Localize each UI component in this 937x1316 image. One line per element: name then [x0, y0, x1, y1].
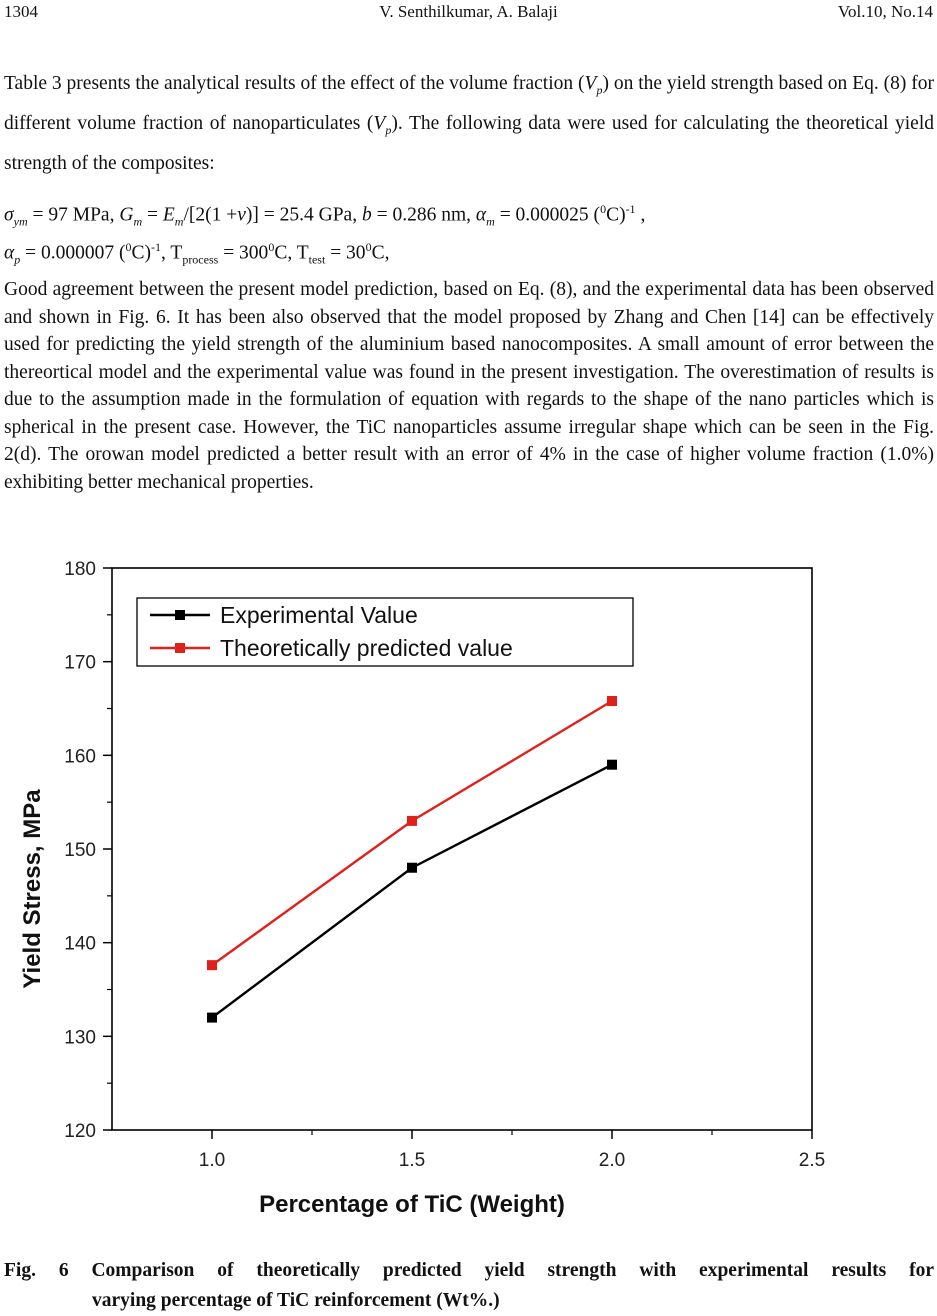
text-run: ). The following data were used for calculating the theoretical yield strength of the composites:	[4, 112, 934, 174]
x-axis-label: Percentage of TiC (Weight)	[259, 1191, 565, 1218]
equation-line-1: $\sigma_{ym} = 97$ MPa, $G_m = E_m/[2(1 +\nu)] = 25.4$ GPa, b = 0.286 nm, $\alpha_m = 0.000025$ $(^0C)^{-1}$ ,	[4, 202, 646, 229]
yield-stress-chart	[0, 545, 937, 1235]
x-tick-label: 1.0	[198, 1150, 226, 1171]
y-tick-label: 130	[64, 1027, 96, 1049]
vp-symbol: $V_p$	[373, 112, 392, 137]
y-tick-label: 140	[64, 933, 96, 955]
legend-label: Experimental Value	[220, 602, 418, 628]
y-tick-label: 150	[64, 840, 96, 861]
data-point	[207, 960, 217, 970]
paragraph-table3	[4, 67, 934, 181]
x-tick-label: 2.5	[798, 1150, 826, 1171]
page-header	[0, 0, 937, 30]
data-point	[407, 816, 417, 826]
caption-line-1: Fig. 6 Comparison of theoretically predicted yield strength with experimental results for	[4, 1260, 934, 1281]
legend	[137, 598, 633, 666]
data-point	[607, 696, 617, 706]
caption-line-2: varying percentage of TiC reinforcement (Wt%.)	[92, 1290, 500, 1311]
data-point	[407, 863, 417, 873]
y-tick-label: 180	[64, 559, 96, 580]
volume-info: Vol.10, No.14	[837, 2, 933, 21]
y-axis-label: Yield Stress, MPa	[19, 789, 46, 989]
x-tick-label: 2.0	[598, 1150, 626, 1171]
figure-caption	[4, 1256, 934, 1316]
series-line-1	[212, 765, 612, 1018]
x-tick-label: 1.5	[398, 1150, 426, 1171]
text-run: ) on the yield strength based on Eq. (8) for different volume fraction of nanoparticulates (	[4, 73, 934, 134]
y-tick-label: 120	[64, 1121, 96, 1142]
legend-label: Theoretically predicted value	[220, 635, 513, 661]
text-run: Table 3 presents the analytical results of the effect of the volume fraction (	[4, 73, 585, 94]
running-authors: V. Senthilkumar, A. Balaji	[379, 2, 558, 21]
vp-symbol: $V_p$	[584, 73, 603, 97]
paragraph-results: Good agreement between the present model prediction, based on Eq. (8), and the experimental data has been observed and shown in Fig. 6. It has been also observed that the model proposed by Zhang and Chen [14] can be effectively used for predicting the yield strength of the aluminium based nanocomposites. A small amount of error between the thereortical model and the experimental value was found in the present investigation. The overestimation of results is due to the assumption made in the formulation of equation with regards to the shape of the nano particles which is spherical in the present case. However, the TiC nanoparticles assume irregular shape which can be seen in the Fig. 2(d). The orowan model predicted a better result with an error of 4% in the case of higher volume fraction (1.0%) exhibiting better mechanical properties.	[4, 279, 934, 493]
legend-swatch-marker	[175, 610, 185, 620]
y-tick-label: 160	[64, 746, 96, 768]
data-point	[207, 1013, 217, 1023]
equation-line-2: $\alpha_p = 0.000007$ $(^0C)^{-1}$, $T_{process} = 300^0C$, $T_{test} = 30^0C$,	[4, 240, 390, 267]
data-point	[607, 760, 617, 770]
series-line-2	[212, 701, 612, 965]
y-tick-label: 170	[64, 652, 96, 674]
page-number: 1304	[4, 2, 38, 21]
series-layer	[207, 696, 617, 1023]
legend-swatch-marker	[175, 643, 185, 653]
